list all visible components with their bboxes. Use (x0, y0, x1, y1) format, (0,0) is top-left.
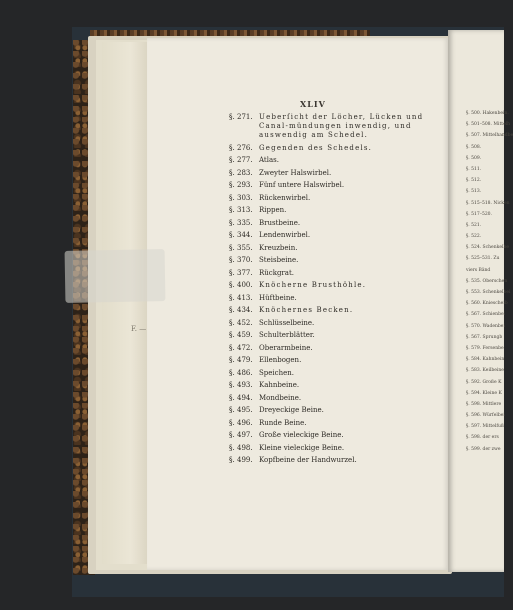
right-page-line: §. 513. (466, 189, 482, 195)
section-sign: §. (229, 243, 235, 252)
section-number: 479. (237, 356, 253, 364)
entry-title: Große vieleckige Beine. (259, 431, 344, 439)
section-number: 486. (237, 368, 253, 377)
section-number: 377. (237, 268, 253, 277)
toc-entry (229, 244, 439, 253)
right-page-line: §. 509. (466, 155, 482, 161)
toc-entry (229, 281, 439, 290)
section-number: 413. (237, 293, 253, 302)
section-number: 459. (237, 331, 253, 339)
right-page-line: §. 517–520. (466, 211, 492, 217)
entry-title: Dreyeckige Beine. (259, 406, 324, 414)
entry-title: Rippen. (259, 206, 287, 214)
entry-title: Mondbeine. (259, 393, 302, 402)
section-number: 494. (237, 393, 253, 402)
section-number: 496. (237, 418, 253, 427)
right-page-line: §. 553. Schenkelbei (466, 290, 511, 295)
section-sign: §. (229, 456, 235, 464)
section-number: 335. (237, 218, 253, 227)
entry-title: Speichen. (259, 368, 294, 377)
section-number: 498. (237, 443, 253, 452)
entry-title: Ueberſicht der Löcher, Lücken und Canal-mündungen inwendig, und auswendig am Schedel. (259, 113, 424, 139)
right-page-line: §. 597. Mittelfuß (466, 424, 504, 430)
toc-entry (229, 444, 439, 453)
section-number: 355. (237, 243, 253, 252)
right-page-line: §. 579. Fersenbe (466, 345, 504, 351)
right-page-line: §. 500. Hakenbein. (466, 111, 509, 116)
section-number: 271. (237, 113, 253, 121)
page-fold (102, 42, 150, 564)
right-page-line: §. 524. Schenkelbe (466, 245, 509, 251)
right-page-line: §. 560. Kniescheib (466, 301, 508, 307)
section-sign: §. (229, 218, 235, 227)
right-page-line: §. 583. Keilbeine (466, 368, 504, 374)
toc-entry (229, 431, 439, 440)
section-number: 303. (237, 193, 253, 202)
right-page-line: §. 511. (466, 166, 482, 172)
section-number: 313. (237, 206, 253, 214)
section-number: 283. (237, 168, 253, 177)
right-page-line: §. 598. der ers (466, 435, 499, 441)
section-sign: §. (229, 356, 235, 364)
entry-title: Brustbeine. (259, 218, 301, 227)
section-number: 497. (237, 431, 253, 439)
toc-entry (229, 319, 439, 328)
section-sign: §. (229, 281, 235, 289)
right-page-line: §. 570. Wadenbei (466, 323, 505, 329)
section-number: 493. (237, 381, 253, 389)
toc-entry (229, 331, 439, 340)
section-number: 344. (237, 231, 253, 239)
section-sign: §. (229, 381, 235, 389)
entry-title: Kahnbeine. (259, 381, 300, 389)
section-sign: §. (229, 156, 235, 164)
right-page-line: §. 584. Kahnbein (466, 357, 505, 363)
toc-entry (229, 269, 439, 278)
section-number: 499. (237, 456, 253, 464)
toc-entry (229, 156, 439, 165)
toc-entry (229, 194, 439, 203)
section-sign: §. (229, 206, 235, 214)
section-sign: §. (229, 143, 235, 152)
entry-title: Gegenden des Schedels. (259, 143, 373, 152)
section-sign: §. (229, 368, 235, 377)
toc-entry (229, 294, 439, 303)
right-page-line: §. 535. Oberschen (466, 278, 508, 284)
section-number: 293. (237, 181, 253, 189)
right-page-line: §. 596. Würfelbei (466, 413, 505, 419)
toc-entry (229, 181, 439, 190)
section-number: 434. (237, 306, 253, 314)
section-sign: §. (229, 343, 235, 352)
section-number: 472. (237, 343, 253, 352)
section-sign: §. (229, 193, 235, 202)
right-page-line: §. 594. Kleine K (466, 390, 502, 396)
right-page-line: §. 508. (466, 144, 482, 150)
right-page-line: §. 567. Sprungb (466, 334, 503, 340)
entry-title: Schlüsselbeine. (259, 318, 315, 327)
right-page-line: §. 599. der zwe (466, 446, 501, 452)
section-sign: §. (229, 268, 235, 277)
entry-title: Lendenwirbel. (259, 231, 311, 239)
section-number: 495. (237, 406, 253, 414)
page-number: XLIV (300, 99, 326, 109)
section-sign: §. (229, 318, 235, 327)
entry-title: Rückgrat. (259, 268, 294, 277)
section-sign: §. (229, 306, 235, 314)
toc-entry (229, 256, 439, 265)
toc-entry (229, 113, 439, 140)
section-number: 400. (237, 281, 253, 289)
section-sign: §. (229, 393, 235, 402)
toc-entry (229, 369, 439, 378)
entry-title: Zweyter Halswirbel. (259, 168, 332, 177)
section-sign: §. (229, 293, 235, 302)
section-sign: §. (229, 231, 235, 239)
toc-entry (229, 144, 439, 153)
toc-entry (229, 219, 439, 228)
table-of-contents (229, 113, 439, 469)
entry-title: Kreuzbein. (259, 243, 298, 252)
entry-title: Ellenbogen. (259, 356, 302, 364)
section-number: 276. (237, 143, 253, 152)
entry-title: Schulterblätter. (259, 331, 315, 339)
toc-entry (229, 306, 439, 315)
right-page-line: §. 501–508. Mittelh (466, 122, 511, 128)
toc-entry (229, 381, 439, 390)
section-sign: §. (229, 431, 235, 439)
section-sign: §. (229, 181, 235, 189)
right-page-contents (466, 111, 513, 458)
entry-title: Atlas. (259, 156, 279, 164)
section-number: 452. (237, 318, 253, 327)
toc-entry (229, 406, 439, 415)
section-number: 277. (237, 156, 253, 164)
section-sign: §. (229, 418, 235, 427)
toc-entry (229, 356, 439, 365)
right-page-line: §. 592. Große K (466, 379, 502, 385)
section-sign: §. (229, 443, 235, 452)
section-sign: §. (229, 331, 235, 339)
right-page-line: §. 512. (466, 178, 482, 184)
entry-title: Oberarmbeine. (259, 343, 313, 352)
toc-entry (229, 206, 439, 215)
toc-entry (229, 231, 439, 240)
right-page-line: §. 598. Mittlere (466, 401, 502, 407)
entry-title: Kopfbeine der Handwurzel. (259, 456, 357, 464)
entry-title: Knöcherne Brusthöhle. (259, 281, 367, 289)
right-page-line: §. 567. Schienbei (466, 312, 506, 318)
entry-title: Hüftbeine. (259, 293, 297, 302)
right-page-line: §. 521. (466, 222, 482, 228)
toc-entry (229, 419, 439, 428)
entry-title: Knöchernes Becken. (259, 306, 354, 314)
section-sign: §. (229, 168, 235, 177)
right-page-line: viers Bänd (466, 267, 491, 273)
entry-title: Rückenwirbel. (259, 193, 311, 202)
toc-entry (229, 344, 439, 353)
entry-title: Kleine vieleckige Beine. (259, 443, 345, 452)
section-sign: §. (229, 256, 235, 264)
pencil-mark: F. — (131, 325, 147, 333)
right-page-line: §. 522. (466, 234, 482, 240)
right-page-line: §. 525–531. Zu (466, 256, 500, 262)
section-sign: §. (229, 406, 235, 414)
section-sign: §. (229, 113, 235, 121)
right-page-line: §. 515–518. Nicken (466, 200, 510, 206)
right-page-line: §. 507. Mittelhandbe (466, 133, 513, 139)
entry-title: Steisbeine. (259, 256, 299, 264)
section-number: 370. (237, 256, 253, 264)
toc-entry (229, 169, 439, 178)
toc-entry (229, 394, 439, 403)
translucent-tab (65, 249, 166, 303)
toc-entry (229, 456, 439, 465)
entry-title: Fünf untere Halswirbel. (259, 181, 345, 189)
entry-title: Runde Beine. (259, 418, 307, 427)
